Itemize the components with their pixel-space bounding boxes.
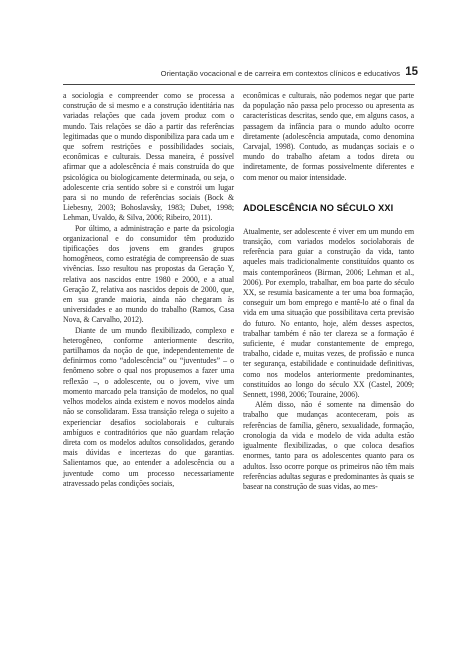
paragraph: Por último, a administração e parte da psicologia organizacional e do consumidor têm produzido tipificações dos jovens em grandes grupos homogêneos, como estratégia de compreensão de suas vivências. Isso resultou nas propostas da Geração Y, relativa aos nascidos entre 1980 e 2000, e a atual Geração Z, relativa aos nascidos depois de 2000, que, em sua grande maioria, ainda não chegaram às universidades e ao mundo do trabalho (Ramos, Casa Nova, & Carvalho, 2012). [63, 223, 234, 325]
page-number: 15 [405, 66, 418, 78]
section-heading: ADOLESCÊNCIA NO SÉCULO XXI [243, 202, 394, 213]
header-rule [63, 84, 415, 85]
paragraph: econômicas e culturais, não podemos negar que parte da população não passa pelo processo ou apresenta as características descritas, sendo que, em alguns casos, a passagem da infância para o mundo adulto ocorre diretamente (adolescência amputada, como denomina Carvajal, 1998). Contudo, as mudanças sociais e o mundo do trabalho afetam a todos direta ou indiretamente, de formas possivelmente diferentes e com menor ou maior intensidade. [243, 91, 414, 182]
paragraph: Atualmente, ser adolescente é viver em um mundo em transição, com variados modelos sociolaborais de referência para guiar a construção da vida, tanto aqueles mais tradicionalmente constituídos quanto os mais contemporâneos (Birman, 2006; Lehman et al., 2006). Por exemplo, trabalhar, em boa parte do século XX, se resumia basicamente a ter uma boa formação, conseguir um bom emprego e mantê-lo até o final da vida em uma situação que possibilitava certa previsão do futuro. No entanto, hoje, além desses aspectos, trabalhar também é não ter clareza se a formação é suficiente, é mudar constantemente de emprego, trabalho, cidade e, muitas vezes, de profissão e nunca ter segurança, estabilidade e continuidade definitivas, como nos modelos anteriormente predominantes, constituídos ao longo do século XX (Castel, 2009; Sennett, 1998, 2006; Touraine, 2006). [243, 226, 414, 400]
paragraph: a sociologia e compreender como se processa a construção de si mesmo e a construção identitária nas variadas relações que cada jovem produz com o mundo. Tais relações se dão a partir das referências legitimadas que o mundo disponibiliza para cada um e que sofrem restrições e possibilidades sociais, econômicas e culturais. Dessa maneira, é possível afirmar que a adolescência é mais construída do que psicológica ou biologicamente determinada, ou seja, o adolescente cria sentido sobre si e constrói um lugar para si no mundo de referências sociais (Bock & Liebesny, 2003; Bohoslavsky, 1983; Dubet, 1998; Lehman, Uvaldo, & Silva, 2006; Ribeiro, 2011). [63, 91, 234, 223]
running-header: Orientação vocacional e de carreira em contextos clínicos e educativos [160, 69, 400, 78]
right-column [243, 91, 414, 492]
paragraph: Diante de um mundo flexibilizado, complexo e heterogêneo, conforme anteriormente descrito, partilhamos da noção de que, independentemente de definirmos como “adolescência” ou “juventudes” – o fenômeno sobre o qual nos propusemos a fazer uma reflexão –, o adolescente, ou o jovem, vive um momento marcado pela transição de modelos, no qual velhos modelos ainda existem e novos modelos ainda não se consolidaram. Essa transição relega o sujeito a experienciar desafios sociolaborais e culturais ambíguos e contraditórios que não guardam relação direta com os modelos adultos consolidados, gerando mais dúvidas e incertezas do que garantias. Salientamos que, ao entender a adolescência ou a juventude como um processo necessariamente atravessado pelas condições sociais, [63, 325, 234, 488]
paragraph: Além disso, não é somente na dimensão do trabalho que mudanças aconteceram, pois as referências de família, gênero, sexualidade, formação, cronologia da vida e modelo de vida adulta estão igualmente flexibilizadas, o que coloca desafios enormes, tanto para os adolescentes quanto para os adultos. Isso ocorre porque os primeiros não têm mais referências adultas seguras e predominantes às quais se basear na construção de suas vidas, ao mes- [243, 400, 414, 491]
left-column [63, 91, 234, 489]
